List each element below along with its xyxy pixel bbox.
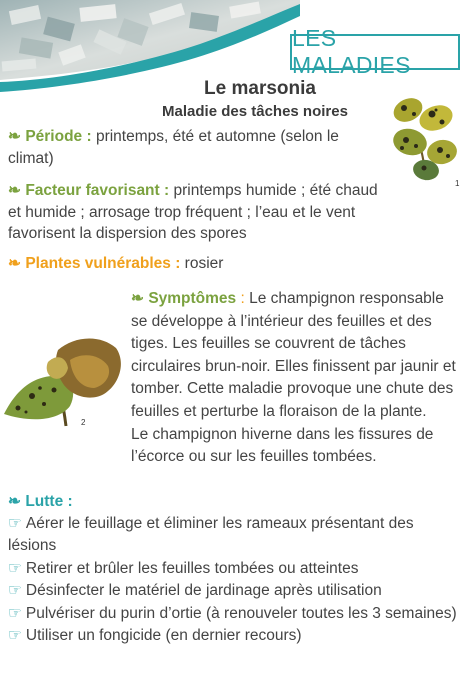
list-item: ☞ Désinfecter le matériel de jardinage après utilisation	[8, 582, 382, 600]
facteur-section	[8, 180, 383, 245]
list-item: ☞ Pulvériser du purin d’ortie (à renouveler toutes les 3 semaines)	[8, 604, 457, 622]
pointing-hand-icon: ☞	[8, 604, 22, 622]
symptomes-text-2: Le champignon hiverne dans les fissures de l’écorce ou sur les feuilles tombées.	[131, 425, 434, 466]
plantes-text: rosier	[180, 255, 224, 272]
page-subtitle: Maladie des tâches noires	[162, 103, 348, 120]
photo-number: 1	[455, 179, 460, 188]
symptomes-text: Le champignon responsable se développe à l’intérieur des feuilles et des tiges. Les feuilles se couvrent de tâches circulaires brun-noir. Elles finissent par jaunir et tomber. Cette maladie provoque une chute des feuilles et perturbe la floraison de la plante.	[131, 290, 456, 420]
list-item: ☞ Aérer le feuillage et éliminer les rameaux présentant des lésions	[8, 515, 414, 555]
facteur-text: printemps humide ; été chaud et humide ; arrosage trop fréquent ; l’eau et le vent favorisent la dispersion des spores	[8, 182, 378, 242]
lutte-list	[8, 513, 463, 647]
pointing-hand-icon: ☞	[8, 627, 22, 645]
pointing-hand-icon: ☞	[8, 559, 22, 577]
pointing-hand-icon: ☞	[8, 582, 22, 600]
floral-heart-icon: ❧	[8, 493, 21, 510]
pointing-hand-icon: ☞	[8, 515, 22, 532]
list-item: ☞ Utiliser un fongicide (en dernier recours)	[8, 627, 302, 645]
symptomes-label: Symptômes	[148, 290, 237, 307]
floral-heart-icon: ❧	[8, 182, 21, 199]
symptomes-section	[131, 288, 463, 469]
periode-text: printemps, été et automne (selon le climat)	[8, 128, 339, 167]
plantes-section	[8, 253, 448, 275]
floral-heart-icon: ❧	[131, 290, 144, 307]
withered-leaf-photo	[4, 330, 126, 435]
periode-section	[8, 126, 383, 169]
lutte-heading	[8, 491, 208, 513]
category-tag-label: LES MALADIES	[292, 25, 411, 78]
rose-leaf-photo	[388, 92, 460, 193]
lutte-label: Lutte :	[25, 493, 73, 510]
symptomes-colon: :	[236, 290, 245, 307]
floral-heart-icon: ❧	[8, 128, 21, 145]
category-tag	[290, 25, 460, 78]
periode-label: Période :	[25, 128, 92, 145]
list-item: ☞ Retirer et brûler les feuilles tombées ou atteintes	[8, 559, 359, 577]
facteur-label: Facteur favorisant :	[25, 182, 170, 199]
photo-number: 2	[81, 418, 86, 427]
floral-heart-icon: ❧	[8, 255, 21, 272]
page-title: Le marsonia	[204, 78, 316, 99]
plantes-label: Plantes vulnérables :	[25, 255, 181, 272]
